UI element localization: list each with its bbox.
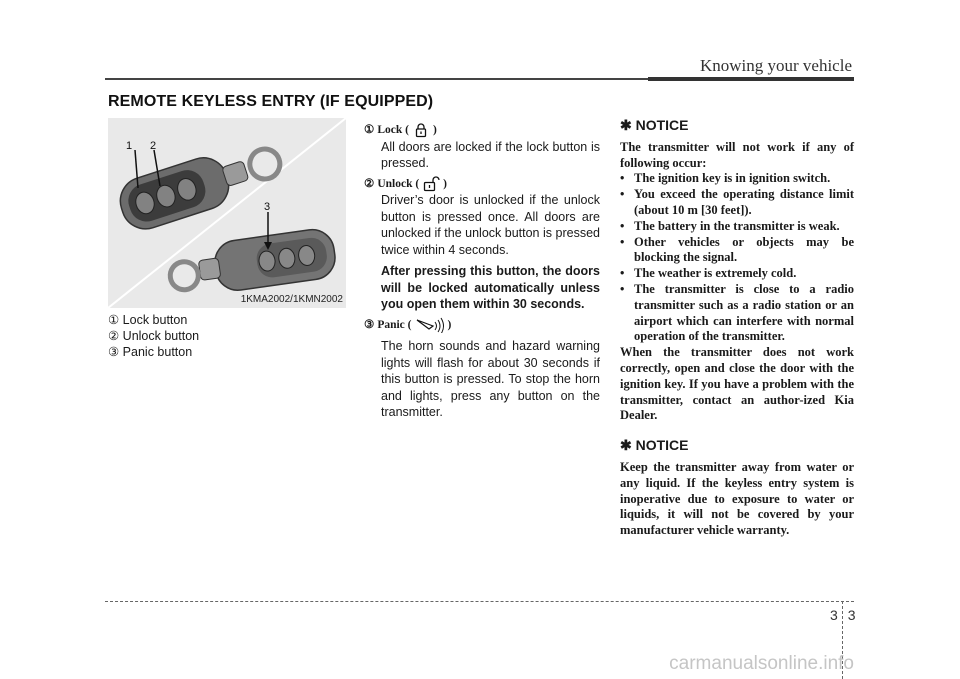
panic-description: The horn sounds and hazard warning lights will flash for about 30 seconds if this button is pressed. To stop the horn and lights, press any button on the transmitter. [381, 339, 600, 419]
notice-1-item: • The transmitter is close to a radio transmitter such as a radio station or an airport which can interfere with normal operation of the transmitter. [620, 282, 854, 345]
callout-1: 1 [126, 140, 133, 152]
unlock-heading-open: Unlock ( [377, 177, 420, 190]
legend-item-unlock: ② Unlock button [108, 329, 200, 343]
unlock-heading-close: ) [443, 177, 448, 190]
section-title: REMOTE KEYLESS ENTRY (IF EQUIPPED) [108, 93, 434, 110]
legend-item-lock: ① Lock button [108, 313, 188, 327]
notice-1-item: • The weather is extremely cold. [620, 266, 854, 282]
notices-column [620, 118, 854, 539]
notice-1-item: • You exceed the operating distance limit (about 10 m [30 feet]). [620, 187, 854, 219]
header-rule-accent [648, 77, 854, 81]
fob-lower [167, 227, 338, 300]
page-number: 33 [830, 607, 866, 623]
unlock-heading [364, 176, 600, 193]
horn-icon [415, 317, 445, 333]
lock-heading-open: Lock ( [377, 124, 409, 136]
panic-marker: ③ [364, 318, 375, 331]
unlock-description: Driver’s door is unlocked if the unlock button is pressed once. All doors are unlocked if the unlock button is pressed twice within 4 seconds. [381, 193, 600, 257]
notice-1-item: • Other vehicles or objects may be blocking the signal. [620, 235, 854, 267]
notice-1-outro: When the transmitter does not work correctly, open and close the door with the ignition key. If you have a problem with the transmitter, contact an author-ized Kia Dealer. [620, 345, 854, 423]
panic-heading-close: ) [447, 318, 452, 331]
footer-rule [105, 601, 854, 602]
legend-item-panic: ③ Panic button [108, 345, 193, 359]
callout-3: 3 [264, 201, 271, 213]
lock-heading-close: ) [432, 124, 437, 136]
notice-1-title: ✱ NOTICE [620, 117, 689, 133]
button-descriptions [364, 122, 600, 421]
lock-description: All doors are locked if the lock button is pressed. [381, 139, 600, 170]
header-title: Knowing your vehicle [699, 56, 852, 75]
button-legend [108, 312, 199, 360]
key-fob-figure [108, 118, 346, 308]
unlock-warning: After pressing this button, the doors will be locked automatically unless you open them within 30 seconds. [381, 264, 600, 311]
watermark: carmanualsonline.info [669, 653, 854, 674]
notice-1-item: • The battery in the transmitter is weak. [620, 219, 854, 235]
notice-2-title: ✱ NOTICE [620, 437, 689, 454]
panic-heading [364, 317, 600, 334]
figure-code: 1KMA2002/1KMN2002 [240, 294, 343, 305]
lock-heading [364, 122, 600, 139]
notice-1-list [620, 171, 854, 345]
notice-2-text: Keep the transmitter away from water or any liquid. If the keyless entry system is inoperative due to exposure to water or liquids, it will not be covered by your manufacturer vehicle warranty. [620, 459, 854, 538]
lock-marker: ① [364, 124, 375, 136]
unlock-icon [422, 176, 440, 192]
notice-1-item: • The ignition key is in ignition switch. [620, 171, 854, 187]
notice-1-intro: The transmitter will not work if any of following occur: [620, 139, 854, 170]
key-fob-illustration [108, 118, 346, 308]
callout-2: 2 [150, 140, 157, 152]
lock-icon [412, 122, 430, 138]
panic-heading-open: Panic ( [377, 318, 412, 331]
unlock-marker: ② [364, 177, 375, 190]
